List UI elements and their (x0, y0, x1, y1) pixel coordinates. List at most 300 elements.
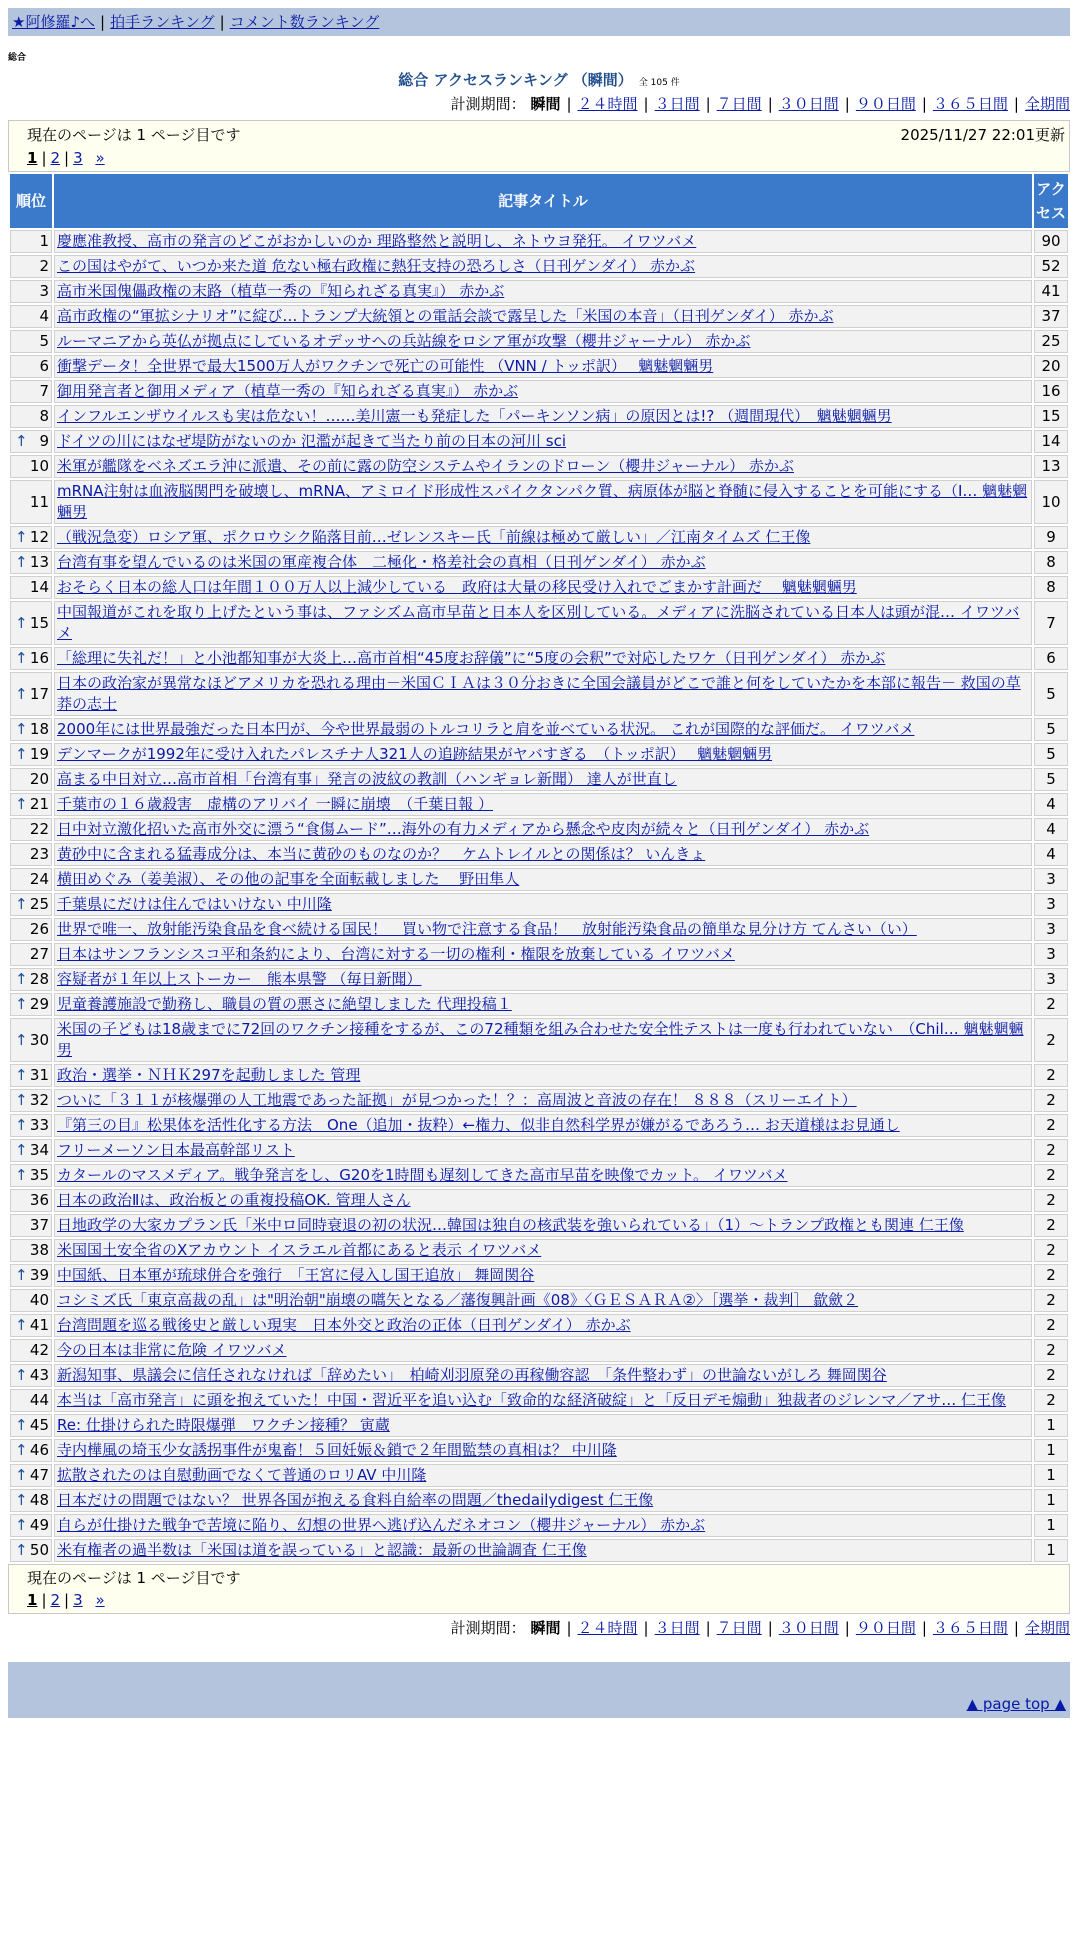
rank-number: 28 (29, 970, 49, 988)
table-row (10, 1189, 1068, 1212)
rank-cell (10, 1489, 52, 1512)
period-link-90d[interactable]: ９０日間 (855, 95, 916, 113)
article-title-link[interactable]: 日中対立激化招いた高市外交に漂う“食傷ムード”…海外の有力メディアから懸念や皮肉が続々と（日刊ゲンダイ） 赤かぶ (57, 820, 870, 838)
title-cell (54, 551, 1032, 574)
article-title-link[interactable]: 日本だけの問題ではない？ 世界各国が抱える食料自給率の問題／thedailydigest 仁王像 (57, 1491, 654, 1509)
rank-cell (10, 918, 52, 941)
rank-up-arrow-icon: ↑ (15, 995, 28, 1013)
period-link-3d[interactable]: ３日間 (654, 1619, 700, 1637)
article-title-link[interactable]: 衝撃データ！全世界で最大1500万人がワクチンで死亡の可能性 （VNN / トッポ訳） 魑魅魍魎男 (57, 357, 714, 375)
access-count: 3 (1034, 918, 1068, 941)
title-cell (54, 576, 1032, 599)
rank-up-arrow-icon: ↑ (15, 1030, 28, 1049)
pager-next[interactable]: » (95, 1591, 105, 1609)
table-row (10, 526, 1068, 549)
access-count: 3 (1034, 968, 1068, 991)
rank-up-arrow-icon: ↑ (15, 1091, 28, 1109)
title-cell (54, 526, 1032, 549)
rank-number: 7 (39, 382, 49, 400)
article-title-link[interactable]: フリーメーソン日本最高幹部リスト (57, 1141, 295, 1159)
access-count: 2 (1034, 1339, 1068, 1362)
title-cell (54, 1464, 1032, 1487)
rank-cell (10, 551, 52, 574)
rank-number: 50 (29, 1541, 49, 1559)
article-title-link[interactable]: 中国報道がこれを取り上げたという事は、ファシズム高市早苗と日本人を区別している。メディアに洗脳されている日本人は頭が混… イワツバメ (57, 603, 1020, 642)
title-cell (54, 818, 1032, 841)
period-link-3d[interactable]: ３日間 (654, 95, 700, 113)
article-title-link[interactable]: 千葉県にだけは住んではいけない 中川隆 (57, 895, 332, 913)
title-cell (54, 793, 1032, 816)
article-title-link[interactable]: 米国の子どもは18歳までに72回のワクチン接種をするが、この72種類を組み合わせた安全性テストは一度も行われていない （Chil… 魑魅魍魎男 (57, 1020, 1024, 1059)
header-rank: 順位 (10, 174, 52, 228)
article-title-link[interactable]: 日本はサンフランシスコ平和条約により、台湾に対する一切の権利・権限を放棄している イワツバメ (57, 945, 735, 963)
rank-cell (10, 993, 52, 1016)
rank-cell (10, 1414, 52, 1437)
access-count: 5 (1034, 672, 1068, 716)
period-link-7d[interactable]: ７日間 (716, 95, 762, 113)
rank-cell (10, 280, 52, 303)
pager-current: 1 (27, 1591, 38, 1609)
ranking-table (8, 172, 1070, 1564)
pager-page-3[interactable]: 3 (73, 149, 83, 167)
comment-ranking-link[interactable]: コメント数ランキング (229, 13, 380, 31)
access-count: 3 (1034, 868, 1068, 891)
access-count: 41 (1034, 280, 1068, 303)
rank-number: 2 (39, 257, 49, 275)
article-title-link[interactable]: 中国紙、日本軍が琉球併合を強行 「王宮に侵入し国王追放」 舞岡関谷 (57, 1266, 535, 1284)
period-link-365d[interactable]: ３６５日間 (932, 95, 1008, 113)
rank-up-arrow-icon: ↑ (15, 1266, 28, 1284)
title-cell (54, 943, 1032, 966)
rank-number: 34 (29, 1141, 49, 1159)
article-title-link[interactable]: 台湾有事を望んでいるのは米国の軍産複合体 二極化・格差社会の真相（日刊ゲンダイ） 赤かぶ (57, 553, 706, 571)
table-row (10, 380, 1068, 403)
rank-cell (10, 1364, 52, 1387)
rank-number: 13 (29, 553, 49, 571)
rank-number: 26 (29, 920, 49, 938)
pager-current: 1 (27, 149, 38, 167)
period-current: 瞬間 (530, 1619, 561, 1637)
article-title-link[interactable]: この国はやがて、いつか来た道 危ない極右政権に熱狂支持の恐ろしさ（日刊ゲンダイ） 赤かぶ (57, 257, 696, 275)
title-cell (54, 718, 1032, 741)
article-title-link[interactable]: 「総理に失礼だ！」と小池都知事が大炎上…高市首相“45度お辞儀”に“5度の会釈”で対応したワケ（日刊ゲンダイ） 赤かぶ (57, 649, 886, 667)
page-info-top (8, 120, 1070, 172)
table-row (10, 455, 1068, 478)
table-row (10, 743, 1068, 766)
rank-up-arrow-icon: ↑ (15, 432, 28, 450)
title-cell (54, 1214, 1032, 1237)
pager-page-2[interactable]: 2 (50, 149, 61, 167)
table-row (10, 993, 1068, 1016)
rank-number: 14 (29, 578, 49, 596)
rank-up-arrow-icon: ↑ (15, 1141, 28, 1159)
rank-cell (10, 380, 52, 403)
access-count: 4 (1034, 843, 1068, 866)
table-row (10, 1339, 1068, 1362)
access-count: 37 (1034, 305, 1068, 328)
rank-cell (10, 1339, 52, 1362)
rank-cell (10, 1239, 52, 1262)
pager-top: 1 | 2 | 3 » (27, 149, 105, 167)
article-title-link[interactable]: 米国国土安全省のXアカウント イスラエル首都にあると表示 イワツバメ (57, 1241, 542, 1259)
total-count: 全 105 件 (638, 78, 680, 88)
rank-up-arrow-icon: ↑ (15, 1516, 28, 1534)
access-count: 25 (1034, 330, 1068, 353)
table-row (10, 1389, 1068, 1412)
access-count: 2 (1034, 1089, 1068, 1112)
table-row (10, 793, 1068, 816)
article-title-link[interactable]: 世界で唯一、放射能汚染食品を食べ続ける国民！ 買い物で注意する食品！ 放射能汚染食品の簡単な見分け方 てんさい（い） (57, 920, 917, 938)
rank-number: 46 (29, 1441, 49, 1459)
title-cell (54, 480, 1032, 524)
period-label: 計測期間： (450, 1619, 526, 1637)
access-count: 4 (1034, 793, 1068, 816)
applause-ranking-link[interactable]: 拍手ランキング (110, 13, 215, 31)
rank-cell (10, 1139, 52, 1162)
rank-number: 10 (29, 457, 49, 475)
table-row (10, 1164, 1068, 1187)
title-cell (54, 968, 1032, 991)
article-title-link[interactable]: コシミズ氏「東京高裁の乱」は"明治朝"崩壊の嚆矢となる／藩復興計画《08》〈ＧＥＳＡＲＡ②〉［選挙・裁判］ 歙歛２ (57, 1291, 859, 1309)
page-top-bar (8, 1690, 1070, 1718)
rank-number: 23 (29, 845, 49, 863)
title-cell (54, 1064, 1032, 1087)
rank-number: 33 (29, 1116, 49, 1134)
table-row (10, 968, 1068, 991)
title-cell (54, 1514, 1032, 1537)
rank-cell (10, 1439, 52, 1462)
article-title-link[interactable]: 高市政権の“軍拡シナリオ”に綻び…トランプ大統領との電話会談で露呈した「米国の本音」（日刊ゲンダイ） 赤かぶ (57, 307, 834, 325)
table-row (10, 1289, 1068, 1312)
rank-cell (10, 647, 52, 670)
article-title-link[interactable]: 寺内樺風の埼玉少女誘拐事件が鬼畜！５回妊娠＆鎖で２年間監禁の真相は？ 中川隆 (57, 1441, 617, 1459)
rank-number: 8 (39, 407, 49, 425)
rank-cell (10, 768, 52, 791)
article-title-link[interactable]: 自らが仕掛けた戦争で苦境に陥り、幻想の世界へ逃げ込んだネオコン（櫻井ジャーナル） 赤かぶ (57, 1516, 706, 1534)
title-cell (54, 893, 1032, 916)
article-title-link[interactable]: 日本の政治家が異常なほどアメリカを恐れる理由－米国ＣＩＡは３０分おきに全国会議員がどこで誰と何をしていたかを本部に報告－ 救国の草莽の志士 (57, 674, 1021, 713)
access-count: 90 (1034, 230, 1068, 253)
table-row (10, 1514, 1068, 1537)
article-title-link[interactable]: 容疑者が１年以上ストーカー 熊本県警 （毎日新聞） (57, 970, 422, 988)
article-title-link[interactable]: インフルエンザウイルスも実は危ない！……美川憲一も発症した「パーキンソン病」の原因とは!? （週間現代） 魑魅魍魎男 (57, 407, 892, 425)
table-row (10, 868, 1068, 891)
article-title-link[interactable]: 慶應准教授、高市の発言のどこがおかしいのか 理路整然と説明し、ネトウヨ発狂。 イワツバメ (57, 232, 697, 250)
rank-up-arrow-icon: ↑ (15, 795, 28, 813)
title-cell (54, 843, 1032, 866)
rank-up-arrow-icon: ↑ (15, 1316, 28, 1334)
header-access: アクセス (1034, 174, 1068, 228)
rank-number: 48 (29, 1491, 49, 1509)
table-row (10, 1264, 1068, 1287)
title-cell (54, 1489, 1032, 1512)
access-count: 16 (1034, 380, 1068, 403)
rank-cell (10, 843, 52, 866)
title-cell (54, 918, 1032, 941)
page-top-link[interactable]: ▲ page top ▲ (966, 1695, 1066, 1713)
access-count: 1 (1034, 1439, 1068, 1462)
article-title-link[interactable]: おそらく日本の総人口は年間１００万人以上減少している 政府は大量の移民受け入れでごまかす計画だ 魑魅魍魎男 (57, 578, 857, 596)
rank-up-arrow-icon: ↑ (15, 553, 28, 571)
table-row (10, 647, 1068, 670)
rank-up-arrow-icon: ↑ (15, 528, 28, 546)
title-cell (54, 647, 1032, 670)
rank-number: 9 (39, 432, 49, 450)
table-row (10, 1239, 1068, 1262)
current-page-text-bottom: 現在のページは 1 ページ目です (27, 1569, 241, 1587)
rank-up-arrow-icon: ↑ (15, 1416, 28, 1434)
rank-cell (10, 1264, 52, 1287)
rank-cell (10, 480, 52, 524)
access-count: 20 (1034, 355, 1068, 378)
pager-page-2[interactable]: 2 (50, 1591, 61, 1609)
article-title-link[interactable]: 黄砂中に含まれる猛毒成分は、本当に黄砂のものなのか？ ケムトレイルとの関係は？ いんきょ (57, 845, 706, 863)
table-row (10, 718, 1068, 741)
table-row (10, 576, 1068, 599)
asyura-home-link[interactable]: ★阿修羅♪へ (12, 13, 96, 31)
rank-cell (10, 255, 52, 278)
access-count: 5 (1034, 718, 1068, 741)
pager-next[interactable]: » (95, 149, 105, 167)
period-link-all[interactable]: 全期間 (1024, 95, 1070, 113)
rank-up-arrow-icon: ↑ (15, 1491, 28, 1509)
rank-number: 43 (29, 1366, 49, 1384)
rank-number: 22 (29, 820, 49, 838)
period-selector-top: 計測期間： 瞬間 | ２４時間 | ３日間 | ７日間 | ３０日間 | ９０日間 | ３６５日間 | 全期間 (450, 95, 1070, 113)
rank-cell (10, 355, 52, 378)
period-label: 計測期間： (450, 95, 526, 113)
table-row (10, 1089, 1068, 1112)
rank-cell (10, 1314, 52, 1337)
article-title-link[interactable]: 御用発言者と御用メディア（植草一秀の『知られざる真実』） 赤かぶ (57, 382, 519, 400)
rank-cell (10, 1114, 52, 1137)
article-title-link[interactable]: 児童養護施設で勤務し、職員の質の悪さに絶望しました 代理投稿１ (57, 995, 512, 1013)
title-cell (54, 868, 1032, 891)
rank-up-arrow-icon: ↑ (15, 1366, 28, 1384)
rank-cell (10, 893, 52, 916)
access-count: 4 (1034, 818, 1068, 841)
title-cell (54, 1164, 1032, 1187)
article-title-link[interactable]: ついに「３１１が核爆弾の人工地震であった証拠」が見つかった！？：高周波と音波の存在！ ８８８（スリーエイト） (57, 1091, 857, 1109)
period-link-7d[interactable]: ７日間 (716, 1619, 762, 1637)
rank-cell (10, 405, 52, 428)
updated-timestamp: 2025/11/27 22:01更新 (900, 126, 1065, 144)
article-title-link[interactable]: 今の日本は非常に危険 イワツバメ (57, 1341, 287, 1359)
article-title-link[interactable]: 高まる中日対立…高市首相「台湾有事」発言の波紋の教訓（ハンギョレ新聞） 達人が世直し (57, 770, 677, 788)
rank-number: 19 (29, 745, 49, 763)
rank-number: 31 (29, 1066, 49, 1084)
table-row (10, 405, 1068, 428)
article-title-link[interactable]: 日本の政治Ⅱは、政治板との重複投稿OK. 管理人さん (57, 1191, 411, 1209)
title-cell (54, 1439, 1032, 1462)
table-row (10, 305, 1068, 328)
rank-up-arrow-icon: ↑ (15, 745, 28, 763)
article-title-link[interactable]: 米軍が艦隊をベネズエラ沖に派遣、その前に露の防空システムやイランのドローン（櫻井ジャーナル） 赤かぶ (57, 457, 794, 475)
rank-number: 16 (29, 649, 49, 667)
article-title-link[interactable]: 新潟知事、県議会に信任されなければ「辞めたい」 柏崎刈羽原発の再稼働容認 「条件整わず」の世論ないがしろ 舞岡関谷 (57, 1366, 887, 1384)
article-title-link[interactable]: 2000年には世界最強だった日本円が、今や世界最弱のトルコリラと肩を並べている状況。 これが国際的な評価だ。 イワツバメ (57, 720, 915, 738)
rank-cell (10, 1064, 52, 1087)
top-navigation-bar (8, 8, 1070, 36)
access-count: 1 (1034, 1464, 1068, 1487)
rank-number: 42 (29, 1341, 49, 1359)
access-count: 6 (1034, 647, 1068, 670)
page-title-row (0, 69, 1078, 90)
rank-number: 39 (29, 1266, 49, 1284)
access-count: 9 (1034, 526, 1068, 549)
article-title-link[interactable]: mRNA注射は血液脳関門を破壊し、mRNA、アミロイド形成性スパイクタンパク質、病原体が脳と脊髄に侵入することを可能にする（I… 魑魅魍魎男 (57, 482, 1028, 521)
access-count: 2 (1034, 1139, 1068, 1162)
access-count: 15 (1034, 405, 1068, 428)
article-title-link[interactable]: Re: 仕掛けられた時限爆弾 ワクチン接種？ 寅蔵 (57, 1416, 390, 1434)
rank-up-arrow-icon: ↑ (15, 1166, 28, 1184)
title-cell (54, 305, 1032, 328)
table-row (10, 1364, 1068, 1387)
table-header-row (10, 174, 1068, 228)
rank-number: 41 (29, 1316, 49, 1334)
article-title-link[interactable]: 『第三の目』松果体を活性化する方法 One（追加・抜粋）←権力、似非自然科学界が嫌がるであろう… お天道様はお見通し (57, 1116, 900, 1134)
title-cell (54, 1314, 1032, 1337)
table-row (10, 918, 1068, 941)
article-title-link[interactable]: カタールのマスメディア。戦争発言をし、G20を1時間も遅刻してきた高市早苗を映像でカット。 イワツバメ (57, 1166, 788, 1184)
table-row (10, 768, 1068, 791)
article-title-link[interactable]: 高市米国傀儡政権の末路（植草一秀の『知られざる真実』） 赤かぶ (57, 282, 505, 300)
access-count: 2 (1034, 1018, 1068, 1062)
access-count: 14 (1034, 430, 1068, 453)
title-cell (54, 380, 1032, 403)
table-row (10, 330, 1068, 353)
pager-page-3[interactable]: 3 (73, 1591, 83, 1609)
table-row (10, 1214, 1068, 1237)
rank-number: 5 (39, 332, 49, 350)
rank-up-arrow-icon: ↑ (15, 1466, 28, 1484)
title-cell (54, 601, 1032, 645)
period-link-30d[interactable]: ３０日間 (778, 1619, 839, 1637)
title-cell (54, 1089, 1032, 1112)
period-link-365d[interactable]: ３６５日間 (932, 1619, 1008, 1637)
period-link-24h[interactable]: ２４時間 (577, 95, 638, 113)
access-count: 2 (1034, 1114, 1068, 1137)
article-title-link[interactable]: ドイツの川にはなぜ堤防がないのか 氾濫が起きて当たり前の日本の河川 sci (57, 432, 567, 450)
article-title-link[interactable]: デンマークが1992年に受け入れたパレスチナ人321人の追跡結果がヤバすぎる （トッポ訳） 魑魅魍魎男 (57, 745, 773, 763)
article-title-link[interactable]: 政治・選挙・ＮＨＫ297を起動しました 管理 (57, 1066, 361, 1084)
access-count: 2 (1034, 1189, 1068, 1212)
rank-number: 30 (29, 1030, 49, 1049)
table-row (10, 255, 1068, 278)
title-cell (54, 430, 1032, 453)
table-row (10, 230, 1068, 253)
rank-cell (10, 868, 52, 891)
period-link-all[interactable]: 全期間 (1024, 1619, 1070, 1637)
rank-cell (10, 1189, 52, 1212)
rank-cell (10, 1018, 52, 1062)
article-title-link[interactable]: 拡散されたのは自慰動画でなくて普通のロリAV 中川隆 (57, 1466, 427, 1484)
table-row (10, 601, 1068, 645)
rank-number: 36 (29, 1191, 49, 1209)
rank-cell (10, 526, 52, 549)
rank-cell (10, 230, 52, 253)
table-row (10, 1489, 1068, 1512)
rank-up-arrow-icon: ↑ (15, 1541, 28, 1559)
rank-number: 45 (29, 1416, 49, 1434)
rank-cell (10, 968, 52, 991)
access-count: 1 (1034, 1489, 1068, 1512)
article-title-link[interactable]: 本当は「高市発言」に頭を抱えていた！中国・習近平を追い込む「致命的な経済破綻」と「反日デモ煽動」独裁者のジレンマ／アサ… 仁王像 (57, 1391, 1007, 1409)
rank-number: 6 (39, 357, 49, 375)
access-count: 2 (1034, 1289, 1068, 1312)
rank-cell (10, 330, 52, 353)
article-title-link[interactable]: 米有権者の過半数は「米国は道を誤っている」と認識：最新の世論調査 仁王像 (57, 1541, 587, 1559)
rank-cell (10, 718, 52, 741)
table-row (10, 1139, 1068, 1162)
access-count: 1 (1034, 1514, 1068, 1537)
rank-number: 32 (29, 1091, 49, 1109)
table-row (10, 843, 1068, 866)
rank-cell (10, 1164, 52, 1187)
table-row (10, 1464, 1068, 1487)
article-title-link[interactable]: 台湾問題を巡る戦後史と厳しい現実 日本外交と政治の正体（日刊ゲンダイ） 赤かぶ (57, 1316, 631, 1334)
access-count: 2 (1034, 1164, 1068, 1187)
period-selector-bottom: 計測期間： 瞬間 | ２４時間 | ３日間 | ７日間 | ３０日間 | ９０日間 | ３６５日間 | 全期間 (450, 1619, 1070, 1637)
rank-up-arrow-icon: ↑ (15, 1116, 28, 1134)
rank-cell (10, 1464, 52, 1487)
table-row (10, 1539, 1068, 1562)
title-cell (54, 768, 1032, 791)
title-cell (54, 1239, 1032, 1262)
rank-cell (10, 793, 52, 816)
rank-number: 3 (39, 282, 49, 300)
title-cell (54, 1339, 1032, 1362)
footer-bar (8, 1662, 1070, 1690)
article-title-link[interactable]: （戦況急変）ロシア軍、ポクロウシク陥落目前…ゼレンスキー氏「前線は極めて厳しい」／江南タイムズ 仁王像 (57, 528, 811, 546)
rank-up-arrow-icon: ↑ (15, 613, 28, 632)
title-cell (54, 1389, 1032, 1412)
rank-number: 24 (29, 870, 49, 888)
title-cell (54, 993, 1032, 1016)
rank-cell (10, 818, 52, 841)
table-row (10, 551, 1068, 574)
title-cell (54, 1289, 1032, 1312)
period-link-90d[interactable]: ９０日間 (855, 1619, 916, 1637)
period-link-30d[interactable]: ３０日間 (778, 95, 839, 113)
rank-number: 12 (29, 528, 49, 546)
page-title: 総合 アクセスランキング （瞬間） (398, 71, 633, 89)
pager-bottom: 1 | 2 | 3 » (27, 1591, 105, 1609)
rank-cell (10, 743, 52, 766)
rank-number: 17 (29, 684, 49, 703)
rank-number: 1 (39, 232, 49, 250)
table-row (10, 355, 1068, 378)
rank-cell (10, 1514, 52, 1537)
table-row (10, 1114, 1068, 1137)
article-title-link[interactable]: 横田めぐみ（姜美淑）、その他の記事を全面転載しました 野田隼人 (57, 870, 520, 888)
access-count: 8 (1034, 551, 1068, 574)
rank-cell (10, 1214, 52, 1237)
rank-number: 49 (29, 1516, 49, 1534)
rank-number: 20 (29, 770, 49, 788)
article-title-link[interactable]: 日地政学の大家カプラン氏「米中ロ同時衰退の初の状況…韓国は独自の核武装を強いられている」（1）～トランプ政権とも関連 仁王像 (57, 1216, 964, 1234)
period-link-24h[interactable]: ２４時間 (577, 1619, 638, 1637)
access-count: 2 (1034, 1389, 1068, 1412)
table-row (10, 893, 1068, 916)
article-title-link[interactable]: ルーマニアから英仏が拠点にしているオデッサへの兵站線をロシア軍が攻撃（櫻井ジャーナル） 赤かぶ (57, 332, 751, 350)
article-title-link[interactable]: 千葉市の１６歳殺害 虚構のアリバイ 一瞬に崩壊 （千葉日報 ） (57, 795, 493, 813)
rank-cell (10, 1539, 52, 1562)
title-cell (54, 672, 1032, 716)
rank-cell (10, 601, 52, 645)
access-count: 2 (1034, 1064, 1068, 1087)
rank-number: 11 (29, 492, 49, 511)
